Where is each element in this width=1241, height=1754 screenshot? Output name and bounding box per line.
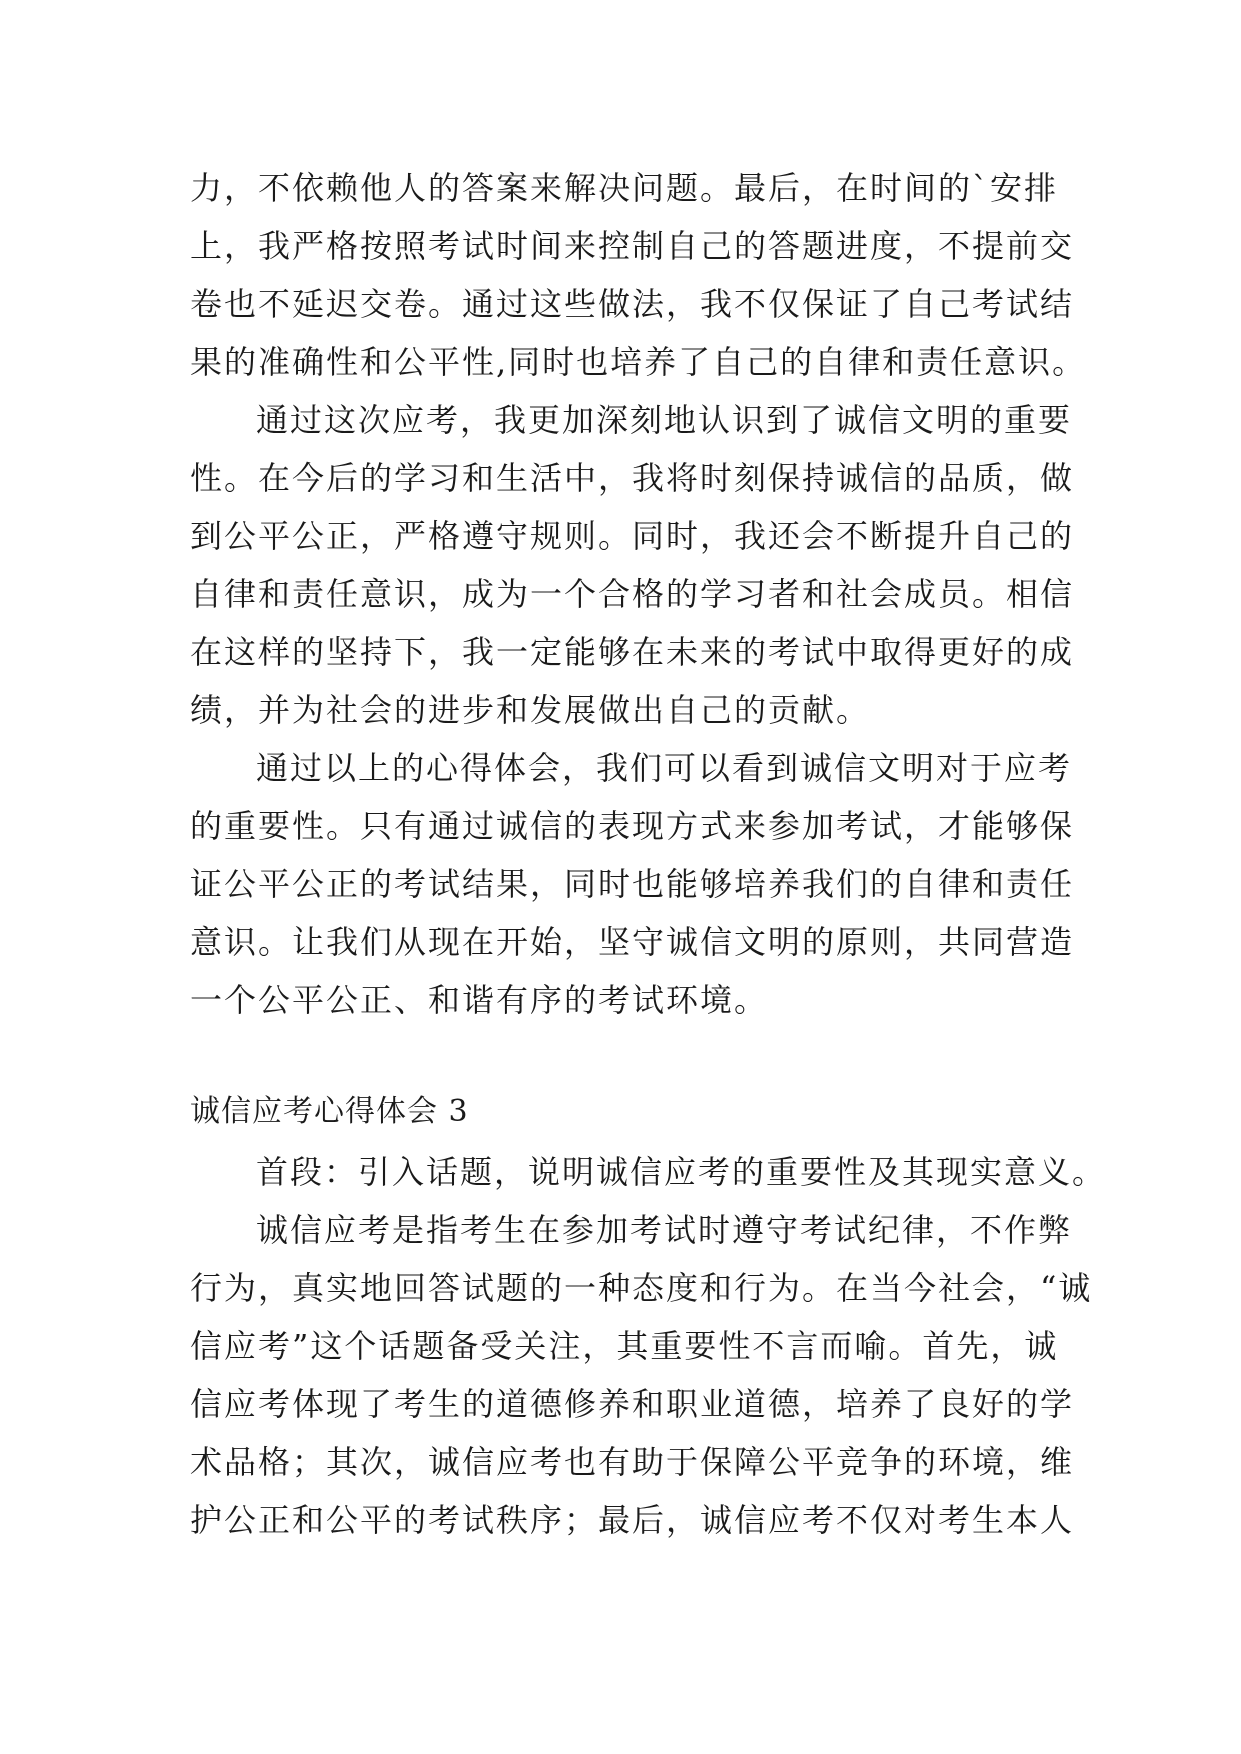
paragraph-3-line-1: 通过以上的心得体会，我们可以看到诚信文明对于应考 <box>256 749 1073 787</box>
paragraph-3-line-2: 的重要性。只有通过诚信的表现方式来参加考试，才能够保 <box>190 807 1075 845</box>
paragraph-2-line-6: 绩，并为社会的进步和发展做出自己的贡献。 <box>190 691 871 729</box>
paragraph-2-line-2: 性。在今后的学习和生活中，我将时刻保持诚信的品质，做 <box>190 459 1075 497</box>
section-paragraph-1-line-1: 首段：引入话题，说明诚信应考的重要性及其现实意义。 <box>256 1153 1107 1191</box>
paragraph-1-line-2: 上，我严格按照考试时间来控制自己的答题进度，不提前交 <box>190 227 1075 265</box>
section-title: 诚信应考心得体会 3 <box>190 1094 469 1129</box>
section-paragraph-2-line-4: 信应考体现了考生的道德修养和职业道德，培养了良好的学 <box>190 1385 1075 1423</box>
paragraph-3-line-4: 意识。让我们从现在开始，坚守诚信文明的原则，共同营造 <box>190 923 1075 961</box>
paragraph-2-line-5: 在这样的坚持下，我一定能够在未来的考试中取得更好的成 <box>190 633 1075 671</box>
paragraph-3-line-3: 证公平公正的考试结果，同时也能够培养我们的自律和责任 <box>190 865 1075 903</box>
paragraph-2-line-4: 自律和责任意识，成为一个合格的学习者和社会成员。相信 <box>190 575 1075 613</box>
section-paragraph-2-line-6: 护公正和公平的考试秩序；最后，诚信应考不仅对考生本人 <box>190 1501 1075 1539</box>
paragraph-1-line-3: 卷也不延迟交卷。通过这些做法，我不仅保证了自己考试结 <box>190 285 1075 323</box>
paragraph-3-line-5: 一个公平公正、和谐有序的考试环境。 <box>190 981 769 1019</box>
section-paragraph-2-line-5: 术品格；其次，诚信应考也有助于保障公平竞争的环境，维 <box>190 1443 1075 1481</box>
paragraph-2-line-1: 通过这次应考，我更加深刻地认识到了诚信文明的重要 <box>256 401 1073 439</box>
section-paragraph-2-line-2: 行为，真实地回答试题的一种态度和行为。在当今社会，“诚 <box>190 1269 1093 1307</box>
paragraph-1-line-4: 果的准确性和公平性,同时也培养了自己的自律和责任意识。 <box>190 343 1087 381</box>
paragraph-2-line-3: 到公平公正，严格遵守规则。同时，我还会不断提升自己的 <box>190 517 1075 555</box>
section-paragraph-2-line-3: 信应考”这个话题备受关注，其重要性不言而喻。首先，诚 <box>190 1327 1059 1365</box>
section-paragraph-2-line-1: 诚信应考是指考生在参加考试时遵守考试纪律，不作弊 <box>256 1211 1073 1249</box>
paragraph-1-line-1: 力，不依赖他人的答案来解决问题。最后，在时间的`安排 <box>190 169 1059 207</box>
